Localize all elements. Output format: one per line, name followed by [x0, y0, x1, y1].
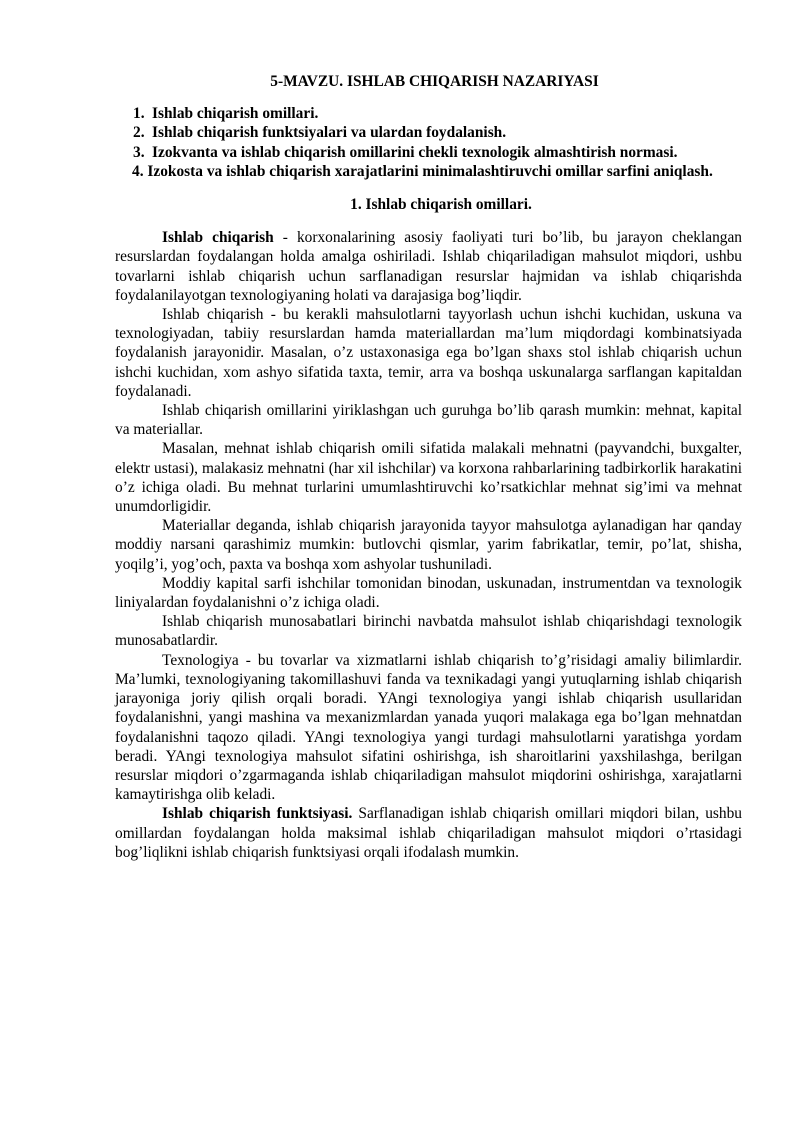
- body-paragraph: [115, 651, 742, 805]
- body-paragraph: [115, 439, 742, 516]
- paragraph-lead-term: Ishlab chiqarish: [162, 229, 274, 247]
- outline-item-number: 4.: [132, 162, 144, 180]
- outline-item-text: Ishlab chiqarish funktsiyalari va ulardan foydalanish.: [152, 124, 507, 142]
- outline-item-number: 1.: [133, 105, 145, 123]
- paragraph-text: Ishlab chiqarish munosabatlari birinchi navbatda mahsulot ishlab chiqarishdagi texnologik munosabatlardir.: [115, 613, 742, 650]
- body-paragraph: [115, 228, 742, 305]
- paragraph-text: Ishlab chiqarish omillarini yiriklashgan uch guruhga bo’lib qarash mumkin: mehnat, kapital va materiallar.: [115, 402, 742, 439]
- body-paragraph: [115, 401, 742, 439]
- section-heading: 1. Ishlab chiqarish omillari.: [350, 196, 532, 214]
- body-paragraph: [115, 574, 742, 612]
- outline-item-number: 2.: [133, 124, 145, 142]
- outline-item: [115, 143, 742, 162]
- outline-item-text: Ishlab chiqarish omillari.: [152, 105, 319, 123]
- document-title: 5-MAVZU. ISHLAB CHIQARISH NAZARIYASI: [270, 73, 599, 90]
- paragraph-text: Moddiy kapital sarfi ishchilar tomonidan binodan, uskunadan, instrumentdan va texnologik liniyalardan foydalanishni o’z ichiga oladi.: [115, 574, 742, 612]
- body-paragraph: [115, 612, 742, 650]
- outline-item: [115, 123, 742, 142]
- paragraph-text: Materiallar deganda, ishlab chiqarish jarayonida tayyor mahsulotga aylanadigan har qanday moddiy narsani qarashimiz mumkin: butlovchi qismlar, yarim fabrikatlar, temir, po’lat, shisha, yoqilg’i, yog’och, paxta va boshqa xom ashyolar tushuniladi.: [115, 517, 742, 573]
- paragraph-text: Sarflanadigan ishlab chiqarish omillari miqdori bilan, ushbu omillardan foydalangan holda maksimal ishlab chiqariladigan mahsulot miqdori o’rtasidagi bog’liqlikni ishlab chiqarish funktsiyasi orqali ifodalash mumkin.: [115, 805, 743, 861]
- body-paragraph: [115, 804, 742, 862]
- paragraph-text: - korxonalarining asosiy faoliyati turi bo’lib, bu jarayon cheklangan resurslardan foydalangan holda amalga oshiriladi. Ishlab chiqariladigan mahsulot miqdori, ushbu tovarlarni ishlab chiqarish uchun sarflanadigan resurslar hajmidan va ishlab chiqarishda foydalanilayotgan texnologiyaning holati va darajasiga bog’liqdir.: [115, 229, 742, 304]
- body-paragraph: [115, 305, 742, 401]
- paragraph-text: Masalan, mehnat ishlab chiqarish omili sifatida malakali mehnatni (payvandchi, buxgalter, elektr ustasi), malakasiz mehnatni (har xil ishchilar) va korxona rahbarlarining tadbirkorlik harakatini o’z ichiga oladi. Bu mehnat turlarini umumlashtiruvchi ko’rsatkichlar mehnat sig’imi va mehnat unumdorligidir.: [115, 440, 742, 516]
- outline-item-text: Izokosta va ishlab chiqarish xarajatlarini minimalashtiruvchi omillar sarfini aniqlash.: [147, 162, 713, 180]
- document-page: [115, 72, 742, 862]
- paragraph-text: Texnologiya - bu tovarlar va xizmatlarni ishlab chiqarish to’g’risidagi amaliy bilimlardir. Ma’lumki, texnologiyaning takomillashuvi fanda va texnikadagi yangi yutuqlarning ishlab chiqarish jarayoniga joriy qilish orqali boradi. YAngi texnologiya yangi ishlab chiqarish usullaridan foydalanishni, yangi mashina va mexanizmlardan yanada yuqori malakaga ega bo’lgan mehnatdan foydalanishni taqozo qiladi. YAngi texnologiya yangi turdagi mahsulotlarni yaratishga yordam beradi. YAngi texnologiya mahsulot sifatini oshirishga, ish sharoitlarini yaxshilashga, berilgan resurslar miqdori o’zgarmaganda ishlab chiqariladigan mahsulot miqdorini oshirishga, xarajatlarni kamaytirishga olib keladi.: [115, 651, 742, 804]
- outline-item: [115, 104, 742, 123]
- body-paragraph: [115, 516, 742, 574]
- outline-item-text: Izokvanta va ishlab chiqarish omillarini chekli texnologik almashtirish normasi.: [152, 143, 678, 161]
- paragraph-text: Ishlab chiqarish - bu kerakli mahsulotlarni tayyorlash uchun ishchi kuchidan, uskuna va texnologiyadan, tabiiy resurslardan hamda materiallardan ma’lum miqdordagi kombinatsiyada foydalanish jarayonidir. Masalan, o’z ustaxonasiga ega bo’lgan shaxs stol ishlab chiqarish uchun ishchi kuchidan, xom ashyo sifatida taxta, temir, arra va boshqa uskunalarga sarflangan kapitaldan foydalanadi.: [115, 306, 742, 400]
- paragraph-lead-term: Ishlab chiqarish funktsiyasi.: [162, 805, 353, 823]
- outline-item: [115, 162, 742, 181]
- topic-outline: [115, 104, 742, 181]
- outline-item-number: 3.: [133, 143, 145, 161]
